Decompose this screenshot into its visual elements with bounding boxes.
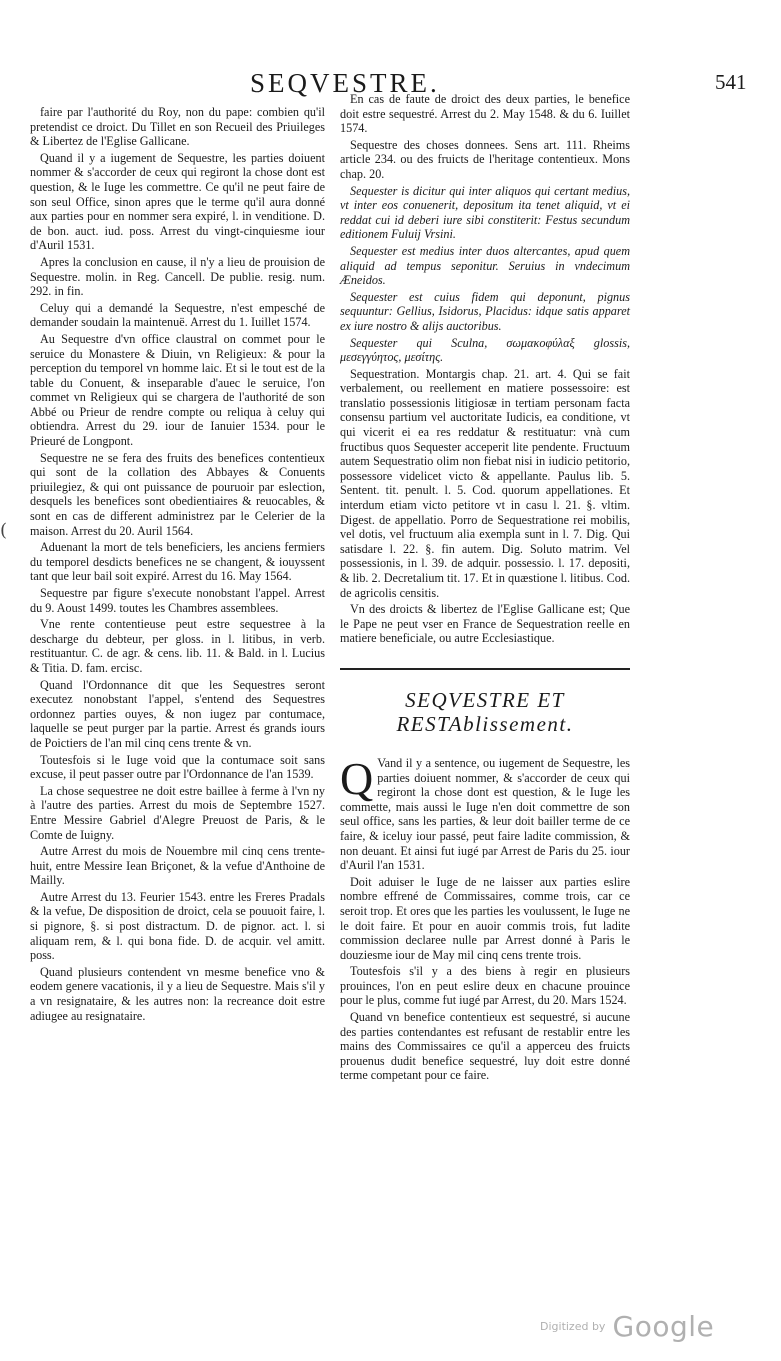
latin-quote: Sequester est medius inter duos altercantes, apud quem aliquid ad tempus seponitur. Seruius in vndecimum Æneidos.	[340, 243, 630, 288]
margin-mark: (	[0, 520, 8, 541]
paragraph: Sequestre par figure s'execute nonobstant l'appel. Arrest du 9. Aoust 1499. toutes les Chambres assemblees.	[30, 586, 325, 615]
section-paragraph: Doit aduiser le Iuge de ne laisser aux parties eslire nombre effrené de Commissaires, comme trois, car ce seroit trop. Et ores que les parties les voulussent, le Iuge ne le doit faire. Et pour en auoir commis trois, fut ladite commission declaree nulle par Arrest donné à Paris le douziesme iour de May mil cinq cens trente trois.	[340, 874, 630, 962]
paragraph: En cas de faute de droict des deux parties, le benefice doit estre sequestré. Arrest du 2. May 1548. & du 6. Iuillet 1574.	[340, 92, 630, 136]
latin-quote: Sequester est cuius fidem qui deponunt, pignus sequuntur: Gellius, Isidorus, Placidus: idque satis apparet ex iure nostro & alijs auctoribus.	[340, 289, 630, 333]
paragraph: Quand il y a iugement de Sequestre, les parties doiuent nommer & s'accorder de ceux qui regiront la chose dont est question, & le Iuge les commettre. Ce qu'il ne peut faire de son seul Office, sinon apres que le terme qu'il aura donné aux parties pour en nommer sera expiré, l. in venditione. D. de bon. auct. iud. poss. Arrest du vingt-cinquiesme iour d'Auril 1531.	[30, 150, 325, 253]
paragraph: Quand l'Ordonnance dit que les Sequestres seront executez nonobstant l'appel, s'entend des Sequestres ordonnez parties ouyes, & non iugez par contumace, laquelle se peut purger par la partie. Arrest és grands iours de Poictiers de l'an mil cinq cens trente & vn.	[30, 677, 325, 750]
paragraph: Vn des droicts & libertez de l'Eglise Gallicane est; Que le Pape ne peut vser en France de Sequestration reelle en matiere beneficiale, ou autre Ecclesiastique.	[340, 602, 630, 646]
left-column	[30, 105, 325, 1025]
section-paragraph	[340, 752, 630, 873]
section-paragraph: Quand vn benefice contentieux est sequestré, si aucune des parties contendantes est refusant de restablir entre les mains des Commissaires ce qu'il a apperceu des fruicts prouenus dudit benefice sequestré, luy doit estre donné terme competant pour ce faire.	[340, 1010, 630, 1083]
paragraph: Sequestration. Montargis chap. 21. art. 4. Qui se fait verbalement, ou reellement en matiere possessoire: est translatio possessionis litigiosæ in tertiam personam facta consensu partium vel auctoritate Iudicis, ea conditione, vt qui vicerit ei ea res reddatur & restituatur: vnà cum fructibus quos Sequester acceperit lite pendente. Fructuum autem Sequestratio olim non fiebat nisi in iudicio petitorio, possessore videlicet victo & appellante. Paulus lib. 5. Sentent. tit. penult. l. 5. Cod. quorum appellationes. Et interdum etiam victo petitore vt in casu l. 21. §. vltim. Digest. de appellatio. Porro de Sequestratione rei mobilis, vel dotis, vel fructuum alia exempla sunt in l. 7. Dig. Qui satisdare l. 22. §. fin autem. Dig. Soluto matrim. Vel possessionis, in l. 39. de adquir. possessio. l. 17. depositi, & lib. 2. Decretalium tit. 17. Et in quæstione l. litibus. Cod. de agricolis censitis.	[340, 366, 630, 600]
paragraph: Toutesfois si le Iuge void que la contumace soit sans excuse, il peut passer outre par l'Ordonnance de l'an 1539.	[30, 752, 325, 782]
paragraph: Aduenant la mort de tels beneficiers, les anciens fermiers du temporel desdicts benefices ne se changent, & iouyssent tant que leur bail soit expiré. Arrest du 16. May 1564.	[30, 540, 325, 584]
paragraph: Quand plusieurs contendent vn mesme benefice vno & eodem genere vacationis, il y a lieu de Sequestre. Mais s'il y a vn resignataire, & les autres non: la recreance doit estre adiugee au resignataire.	[30, 964, 325, 1023]
paragraph: Apres la conclusion en cause, il n'y a lieu de prouision de Sequestre. molin. in Reg. Cancell. De publie. resig. num. 292. in fin.	[30, 254, 325, 299]
paragraph: Autre Arrest du 13. Feurier 1543. entre les Freres Pradals & la vefue, De disposition de droict, cela se pouuoit faire, l. si pignore, §. si post distractum. D. de pignor. act. l. si aliquam rem, & l. qui bona fide. D. de acquir. vel amitt. poss.	[30, 889, 325, 963]
section-title: SEQVESTRE ET RESTAblissement.	[396, 687, 574, 736]
digitized-by-watermark	[540, 1310, 714, 1343]
paragraph: Vne rente contentieuse peut estre sequestree à la descharge du debteur, per gloss. in l. litibus, in verb. restituantur. C. de agr. & cens. lib. 11. & Bald. in l. Lucius & Titia. D. fam. ercisc.	[30, 617, 325, 675]
section-divider	[340, 668, 630, 670]
latin-quote: Sequester is dicitur qui inter aliquos qui certant medius, vt inter eos conuenerit, depositum ita tenet aliquid, vt ei reddat cui id deberi iure sibi constiterit: Festus secundum editionem Fuluij Vrsini.	[340, 183, 630, 242]
section-paragraph: Toutesfois s'il y a des biens à regir en plusieurs prouinces, l'on en peut eslire deux en chacune prouince pour le plus, comme fut iugé par Arrest, du 20. Mars 1524.	[340, 964, 630, 1008]
section-paragraph-text: Vand il y a sentence, ou iugement de Sequestre, les parties doiuent nommer, & s'accorder de ceux qui regiront la chose dont est question, & le Iuge les commette, mais aussi le Iuge n'en doit commettre de son seul office, sans les parties, & leur doit bailler terme de ce faire, & iceluy iour passé, peut faire ladite commission, & non deuant. Et ainsi fut iugé par Arrest de Paris du 25. iour d'Auril l'an 1531.	[340, 755, 630, 873]
running-title: SEQVESTRE.	[250, 68, 440, 98]
paragraph: Sequestre des choses donnees. Sens art. 111. Rheims article 234. ou des fruicts de l'heritage contentieux. Mons chap. 20.	[340, 137, 630, 181]
paragraph: La chose sequestree ne doit estre baillee à ferme à l'vn ny à l'autre des parties. Arrest du mois de Septembre 1527. Entre Messire Gabriel d'Alegre Preuost de Paris, & le Comte de Iuigny.	[30, 783, 325, 842]
paragraph: Sequestre ne se fera des fruits des benefices contentieux qui sont de la collation des Abbayes & Conuents priuilegiez, & qui ont puissance de pouruoir par eslection, desquels les benefices sont obedientiaires & reuocables, & sont en cas de different administrez par le Celerier de la maison. Arrest du 20. Auril 1564.	[30, 450, 325, 538]
drop-cap: Q	[340, 752, 374, 804]
right-column	[340, 92, 630, 1085]
google-logo: Google	[612, 1310, 715, 1343]
digitized-by-text: Digitized by	[540, 1320, 606, 1333]
page-number: 541	[715, 70, 747, 94]
paragraph: Celuy qui a demandé la Sequestre, n'est empesché de demander soudain la maintenuë. Arrest du 1. Iuillet 1574.	[30, 300, 325, 330]
paragraph: Au Sequestre d'vn office claustral on commet pour le seruice du Monastere & Diuin, vn Religieux: & pour la perception du temporel vn homme laic. Et si le tout est de la table du Conuent, & inseparable d'auec le seruice, l'on commet vn Religieux qui se chargera de l'authorité de son Abbé ou Prieur de rendre compte ou reliqua à celuy qui obtiendra. Arrest du 29. iour de Ianuier 1534. pour le Prieuré de Longpont.	[30, 331, 325, 449]
paragraph: Autre Arrest du mois de Nouembre mil cinq cens trente-huit, entre Messire Iean Briçonet, & la vefue d'Anthoine de Mailly.	[30, 844, 325, 888]
paragraph: faire par l'authorité du Roy, non du pape: combien qu'il pretendist ce droict. Du Tillet en son Recueil des Priuileges & Libertez de l'Eglise Gallicane.	[30, 105, 325, 149]
latin-quote: Sequester qui Sculna, σωμακοφύλαξ glossis, μεσεγγύητος, μεσίτης.	[340, 335, 630, 365]
